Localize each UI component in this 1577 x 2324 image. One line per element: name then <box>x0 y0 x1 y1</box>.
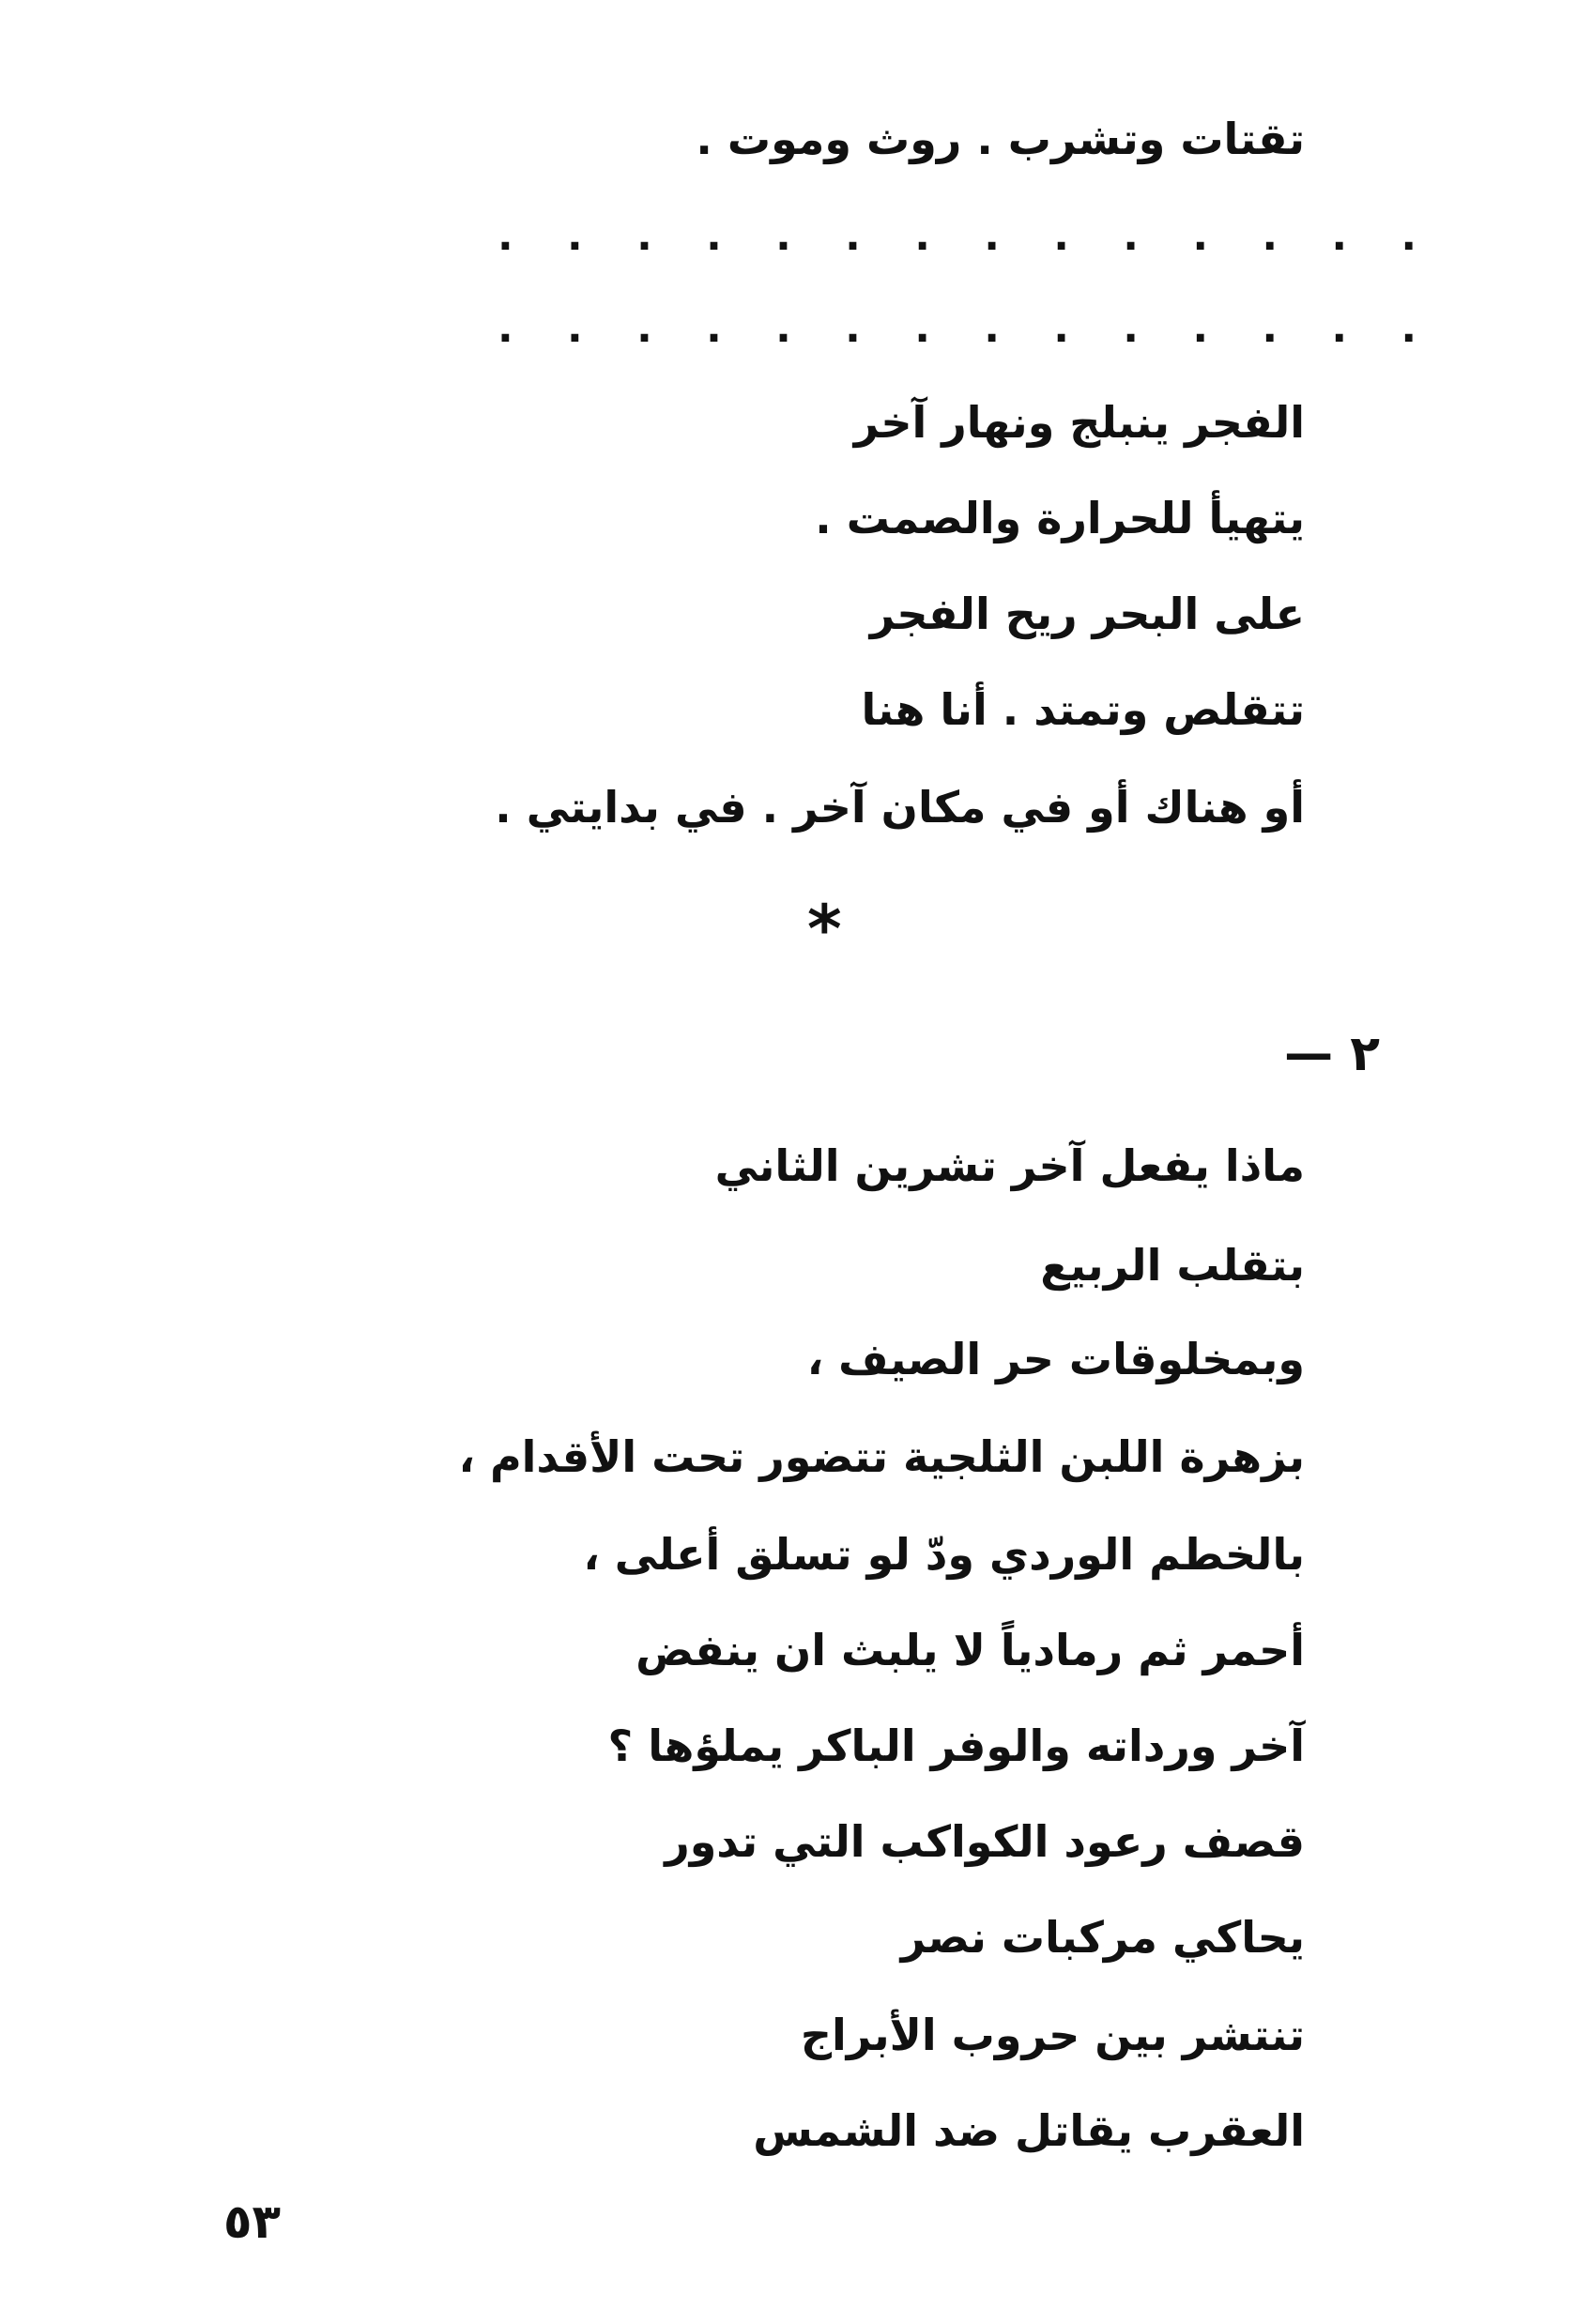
poem-line: قصف رعود الكواكب التي تدور <box>665 1816 1305 1867</box>
poem-line: بتقلب الربيع <box>1040 1240 1305 1291</box>
poem-line: تتقلص وتمتد . أنا هنا <box>861 684 1305 735</box>
ellipsis-line: . . . . . . . . . . . . . . <box>498 212 1437 260</box>
section-separator-asterisk: * <box>807 891 842 968</box>
poem-line: وبمخلوقات حر الصيف ، <box>806 1334 1305 1384</box>
poem-line: بزهرة اللبن الثلجية تتضور تحت الأقدام ، <box>458 1431 1305 1482</box>
poem-line: آخر ورداته والوفر الباكر يملؤها ؟ <box>607 1720 1305 1771</box>
poem-line: أو هناك أو في مكان آخر . في بدايتي . <box>495 782 1305 833</box>
poem-line: بالخطم الوردي ودّ لو تسلق أعلى ، <box>583 1529 1305 1580</box>
poem-line: تنتشر بين حروب الأبراج <box>800 2010 1305 2060</box>
poem-line: أحمر ثم رمادياً لا يلبث ان ينفض <box>635 1625 1305 1675</box>
poem-line: الفجر ينبلج ونهار آخر <box>853 397 1305 448</box>
ellipsis-line: . . . . . . . . . . . . . . <box>498 304 1437 352</box>
poem-line: يتهيأ للحرارة والصمت . <box>815 493 1305 543</box>
page-number: ٥٣ <box>223 2194 282 2249</box>
poem-line: ماذا يفعل آخر تشرين الثاني <box>714 1140 1305 1191</box>
poem-line: يحاكي مركبات نصر <box>900 1912 1305 1963</box>
poem-line: تقتات وتشرب . روث وموت . <box>696 114 1305 164</box>
poem-line: على البحر ريح الفجر <box>869 589 1305 639</box>
poem-line: العقرب يقاتل ضد الشمس <box>753 2105 1305 2156</box>
section-number: ٢ — <box>1284 1026 1380 1082</box>
